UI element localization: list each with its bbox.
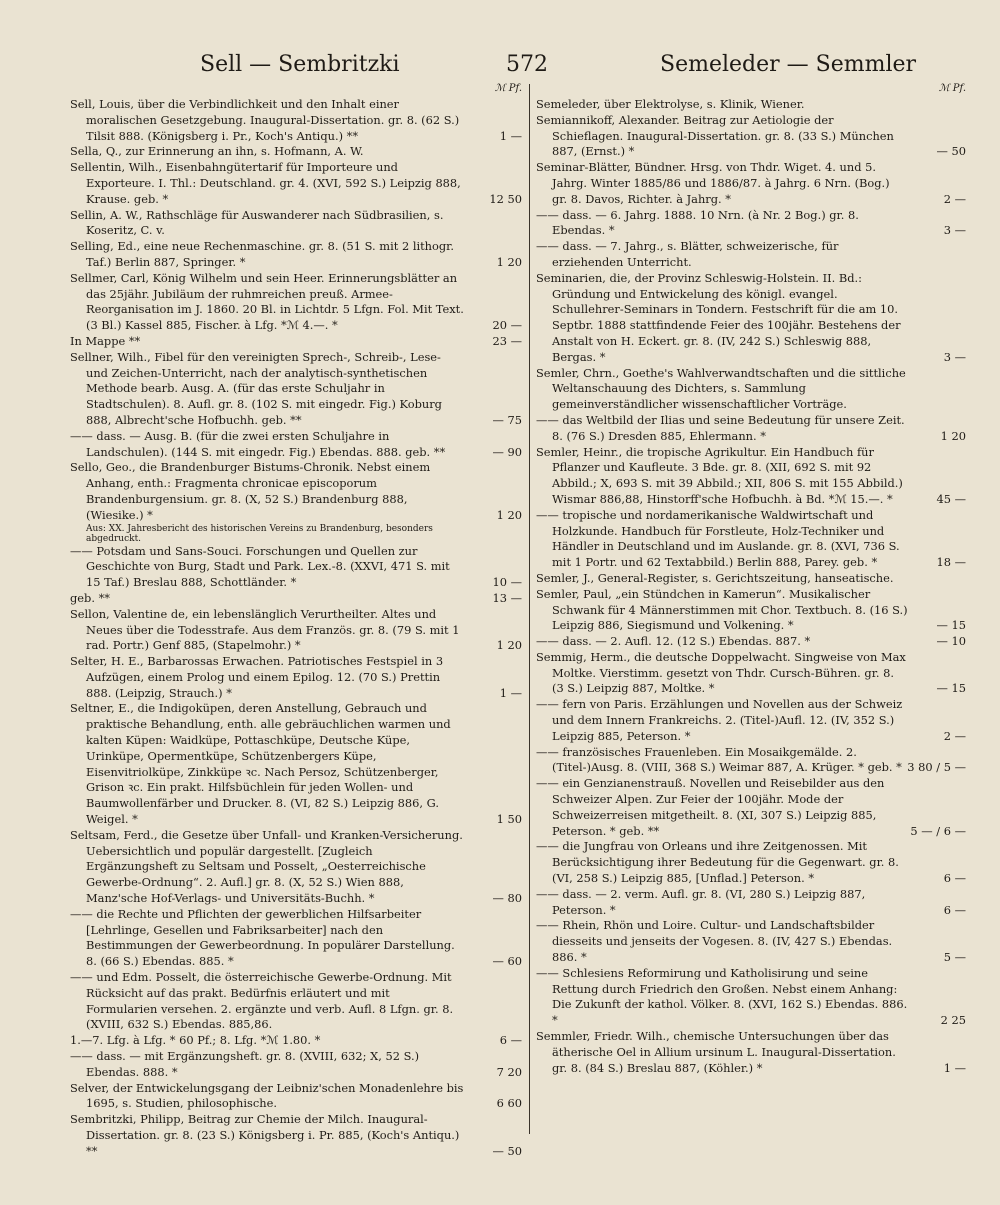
catalog-entry (536, 887, 966, 919)
catalog-entry (70, 970, 522, 1033)
catalog-entry (70, 97, 522, 144)
catalog-entry (70, 208, 522, 240)
catalog-entry (70, 701, 522, 827)
entry-price: 45 — (936, 491, 966, 506)
entry-text: Semler, Paul, „ein Stündchen in Kamerun“. Musikalischer Schwank für 4 Männerstimmen mit Chor. Textbuch. 8. (16 S.) Leipzig 886, Siegismund und Volkening. * (536, 586, 908, 633)
entry-text: —— dass. — Ausg. B. (für die zwei ersten Schuljahre in Landschulen). (144 S. mit eingedr. Fig.) Ebendas. 888. geb. ** (70, 428, 446, 459)
catalog-entry (536, 1029, 966, 1076)
entry-price: 20 — (492, 318, 522, 333)
entry-price: 2 25 (940, 1013, 966, 1028)
catalog-entry (70, 607, 522, 654)
catalog-entry (70, 144, 522, 160)
entry-price: — 15 (936, 618, 966, 633)
entry-text: —— die Rechte und Pflichten der gewerblichen Hilfsarbeiter [Lehrlinge, Gesellen und Fabriksarbeiter] nach den Bestimmungen der Gewerbeordnung. In populärer Darstellung. 8. (66 S.) Ebendas. 885. * (70, 906, 455, 969)
entry-price: 2 — (943, 728, 966, 743)
entry-price: 5 — (943, 950, 966, 965)
catalog-entry (70, 239, 522, 271)
entry-text: Sellner, Wilh., Fibel für den vereinigten Sprech-, Schreib-, Lese- und Zeichen-Unterricht, nach der analytisch-synthetischen Methode bearb. Ausg. A. (für das erste Schuljahr in Stadtschulen). 8. Aufl. gr. 8. (102 S. mit eingedr. Fig.) Koburg 888, Albrecht'sche Hofbuchh. geb. ** (70, 349, 442, 427)
catalog-entry (70, 429, 522, 461)
entry-text: Seltner, E., die Indigoküpen, deren Anstellung, Gebrauch und praktische Behandlung, enth. alle gebräuchlichen warmen und kalten Küpen: Waidküpe, Pottaschküpe, Deutsche Küpe, Urinküpe, Opermentküpe, Schützenbergers Küpe, Eisenvitriolküpe, Zinkküpe ꝛc. Nach Persoz, Schützenberger, Grison ꝛc. Ein prakt. Hilfsbüchlein für jeden Wollen- und Baumwollenfärber und Drucker. 8. (VI, 82 S.) Leipzig 886, G. Weigel. * (70, 701, 451, 827)
entry-price: 3 — (943, 349, 966, 364)
entry-text: Sembritzki, Philipp, Beitrag zur Chemie der Milch. Inaugural-Dissertation. gr. 8. (23 S.) Königsberg i. Pr. 885, (Koch's Antiqu.) ** (70, 1112, 460, 1158)
left-column (70, 83, 522, 1160)
entry-text: —— ein Genzianenstrauß. Novellen und Reisebilder aus den Schweizer Alpen. Zur Feier der 100jähr. Mode der Schweizerreisen mitgetheilt. 8. (XI, 307 S.) Leipzig 885, Peterson. * geb. ** (536, 776, 885, 838)
catalog-entry (536, 208, 966, 240)
entry-text: —— Rhein, Rhön und Loire. Cultur- und Landschaftsbilder diesseits und jenseits der Vogesen. 8. (IV, 427 S.) Ebendas. 886. * (536, 918, 893, 965)
catalog-entry (536, 113, 966, 160)
entry-text: Semmig, Herm., die deutsche Doppelwacht. Singweise von Max Moltke. Vierstimm. gesetzt von Thdr. Cursch-Bühren. gr. 8. (3 S.) Leipzig 887, Moltke. * (536, 649, 906, 696)
entry-text: Sellentin, Wilh., Eisenbahngütertarif für Importeure und Exporteure. I. Thl.: Deutschland. gr. 4. (XVI, 592 S.) Leipzig 888, Krause. geb. * (70, 160, 461, 206)
entry-price: 10 — (492, 575, 522, 590)
entry-text: —— dass. — 7. Jahrg., s. Blätter, schweizerische, für erziehenden Unterricht. (536, 239, 839, 269)
running-head-left: Sell — Sembritzki (200, 52, 400, 77)
catalog-entry (536, 160, 966, 207)
entry-price: 13 — (492, 590, 522, 605)
entry-text: —— dass. — mit Ergänzungsheft. gr. 8. (XVIII, 632; X, 52 S.) Ebendas. 888. * (70, 1049, 420, 1079)
entry-price: 6 — (499, 1033, 522, 1048)
catalog-entry (536, 918, 966, 965)
catalog-entry (536, 97, 966, 113)
catalog-entry (70, 654, 522, 701)
entry-price: 6 — (943, 871, 966, 886)
column-divider (529, 84, 530, 1134)
entry-text: —— dass. — 6. Jahrg. 1888. 10 Nrn. (à Nr. 2 Bog.) gr. 8. Ebendas. * (536, 207, 859, 238)
entry-text: —— die Jungfrau von Orleans und ihre Zeitgenossen. Mit Berücksichtigung ihrer Bedeutung für die Gegenwart. gr. 8. (VI, 258 S.) Leipzig 885, [Unflad.] Peterson. * (536, 839, 899, 886)
catalog-entry (536, 445, 966, 508)
catalog-entry (536, 508, 966, 571)
catalog-entry (536, 587, 966, 634)
entry-text: —— französisches Frauenleben. Ein Mosaikgemälde. 2. (Titel-)Ausg. 8. (VIII, 368 S.) Weimar 887, A. Krüger. * geb. * (536, 744, 902, 775)
entry-text: Semiannikoff, Alexander. Beitrag zur Aetiologie der Schieflagen. Inaugural-Dissertation. gr. 8. (33 S.) München 887, (Ernst.) * (536, 112, 894, 159)
entry-text: Semler, Heinr., die tropische Agrikultur. Ein Handbuch für Pflanzer und Kaufleute. 3 Bde. gr. 8. (XII, 692 S. mit 92 Abbild.; X, 693 S. mit 39 Abbild.; XII, 806 S. mit 155 Abbild.) Wismar 886,88, Hinstorff'sche Hofbuchh. à Bd. *ℳ 15.—. * (536, 444, 903, 506)
entry-text: Selter, H. E., Barbarossas Erwachen. Patriotisches Festspiel in 3 Aufzügen, einem Prolog und einem Epilog. 12. (70 S.) Prettin 888. (Leipzig, Strauch.) * (70, 654, 444, 700)
entry-price: 1 50 (496, 812, 522, 827)
entry-text: Semmler, Friedr. Wilh., chemische Untersuchungen über das ätherische Oel in Allium ursinum L. Inaugural-Dissertation. gr. 8. (84 S.) Breslau 887, (Köhler.) * (536, 1029, 896, 1075)
entry-price: — 60 (492, 954, 522, 969)
entry-price: 1 — (499, 685, 522, 700)
entry-text: Selling, Ed., eine neue Rechenmaschine. gr. 8. (51 S. mit 2 lithogr. Taf.) Berlin 887, Springer. * (70, 239, 454, 269)
entry-text: Sellmer, Carl, König Wilhelm und sein Heer. Erinnerungsblätter an das 25jähr. Jubiläum der ruhmreichen preuß. Armee-Reorganisation im J. 1860. 20 Bl. in Lichtdr. 5 Lfgn. Fol. Mit Text. (3 Bl.) Kassel 885, Fischer. à Lfg. *ℳ 4.—. * (70, 270, 464, 333)
catalog-entry (536, 776, 966, 839)
entry-text: Seltsam, Ferd., die Gesetze über Unfall- und Kranken-Versicherung. Uebersichtlich und populär dargestellt. [Zugleich Ergänzungsheft zu Seltsam und Posselt, „Oesterreichische Gewerbe-Ordnung“. 2. Aufl.] gr. 8. (X, 52 S.) Wien 888, Manz'sche Hof-Verlags- und Universitäts-Buchh. * (70, 827, 463, 906)
entry-price: 1 20 (496, 507, 522, 522)
entry-text: Semler, Chrn., Goethe's Wahlverwandtschaften und die sittliche Weltanschauung des Dichters, s. Sammlung gemeinverständlicher wissenschaftlicher Vorträge. (536, 365, 906, 412)
entry-text: —— tropische und nordamerikanische Waldwirtschaft und Holzkunde. Handbuch für Forstleute, Holz-Techniker und Händler in Deutschland und im Auslande. gr. 8. (XVI, 736 S. mit 1 Portr. und 62 Textabbild.) Berlin 888, Parey. geb. * (536, 507, 900, 570)
catalog-entry (536, 745, 966, 777)
entry-price: 18 — (936, 555, 966, 570)
catalog-entry (536, 271, 966, 366)
entry-text: —— Potsdam und Sans-Souci. Forschungen und Quellen zur Geschichte von Burg, Stadt und Park. Lex.-8. (XXVI, 471 S. mit 15 Taf.) Breslau 888, Schottländer. * (70, 543, 450, 590)
catalog-entry (536, 650, 966, 697)
page-header (0, 44, 1000, 84)
entry-text: Seminarien, die, der Provinz Schleswig-Holstein. II. Bd.: Gründung und Entwickelung des königl. evangel. Schullehrer-Seminars in Tondern. Festschrift für die am 10. Septbr. 1888 stattfindende Feier des 100jähr. Bestehens der Anstalt von H. Eckert. gr. 8. (IV, 242 S.) Schleswig 888, Bergas. * (536, 270, 901, 364)
catalog-entry (70, 1081, 522, 1113)
price-heading-left: ℳ Pf. (494, 83, 522, 94)
entry-price: 1 — (943, 1060, 966, 1075)
entry-text: —— fern von Paris. Erzählungen und Novellen aus der Schweiz und dem Innern Frankreichs. 2. (Titel-)Aufl. 12. (IV, 352 S.) Leipzig 885, Peterson. * (536, 697, 903, 743)
entry-note: Aus: XX. Jahresbericht des historischen Vereins zu Brandenburg, besonders abgedruckt. (86, 523, 433, 544)
entry-text: Semler, J., General-Register, s. Gerichtszeitung, hanseatische. (536, 570, 894, 585)
entry-price: 5 — / 6 — (910, 823, 966, 838)
entry-price: 1 — (499, 128, 522, 143)
catalog-entry (70, 1049, 522, 1081)
running-head-right: Semeleder — Semmler (660, 52, 917, 77)
catalog-entry (536, 413, 966, 445)
catalog-entry (70, 828, 522, 907)
entry-text: geb. ** (70, 590, 110, 605)
catalog-entry (70, 334, 522, 350)
entry-price: 2 — (943, 191, 966, 206)
entry-text: —— das Weltbild der Ilias und seine Bedeutung für unsere Zeit. 8. (76 S.) Dresden 885, Ehlermann. * (536, 412, 905, 443)
catalog-entry (70, 350, 522, 429)
entry-price: 3 — (943, 223, 966, 238)
catalog-entry (536, 966, 966, 1029)
entry-price: 1 20 (940, 428, 966, 443)
catalog-entry (70, 271, 522, 334)
entry-price: 6 — (943, 902, 966, 917)
entry-text: 1.—7. Lfg. à Lfg. * 60 Pf.; 8. Lfg. *ℳ 1.80. * (70, 1033, 321, 1048)
entry-price: — 75 (492, 412, 522, 427)
entry-price: 1 20 (496, 638, 522, 653)
entry-text: —— Schlesiens Reformirung und Katholisirung und seine Rettung durch Friedrich den Großen. Nebst einem Anhang: Die Zukunft der kathol. Völker. 8. (XVI, 162 S.) Ebendas. 886. * (536, 965, 908, 1028)
entry-price: — 80 (492, 891, 522, 906)
catalog-entry (536, 839, 966, 886)
catalog-entry (70, 591, 522, 607)
entry-text: Selver, der Entwickelungsgang der Leibniz'schen Monadenlehre bis 1695, s. Studien, philosophische. (70, 1080, 464, 1111)
catalog-entry (536, 366, 966, 413)
catalog-entry (536, 697, 966, 744)
entry-price: — 15 (936, 681, 966, 696)
entry-price: 1 20 (496, 254, 522, 269)
entry-text: Sella, Q., zur Erinnerung an ihn, s. Hofmann, A. W. (70, 144, 364, 159)
catalog-entry (70, 1112, 522, 1159)
catalog-entry (536, 239, 966, 271)
entry-price: 23 — (492, 333, 522, 348)
entry-text: In Mappe ** (70, 333, 141, 348)
price-heading-right: ℳ Pf. (938, 83, 966, 94)
entry-text: —— und Edm. Posselt, die österreichische Gewerbe-Ordnung. Mit Rücksicht auf das prakt. Bedürfnis erläutert und mit Formularien versehen. 2. ergänzte und verb. Aufl. 8 Lfgn. gr. 8. (XVIII, 632 S.) Ebendas. 885,86. (70, 970, 454, 1032)
catalog-entry (70, 460, 522, 523)
entry-price: 7 20 (496, 1064, 522, 1079)
catalog-entry (536, 571, 966, 587)
entry-price: — 10 (936, 634, 966, 649)
catalog-entry (70, 907, 522, 970)
entry-price: 12 50 (489, 191, 522, 206)
entry-price: 3 80 / 5 — (907, 760, 966, 775)
entry-price: 6 60 (496, 1096, 522, 1111)
catalog-entry (70, 1033, 522, 1049)
entry-text: Sell, Louis, über die Verbindlichkeit und den Inhalt einer moralischen Gesetzgebung. Inaugural-Dissertation. gr. 8. (62 S.) Tilsit 888. (Königsberg i. Pr., Koch's Antiqu.) ** (70, 97, 460, 143)
entry-text: —— dass. — 2. verm. Aufl. gr. 8. (VI, 280 S.) Leipzig 887, Peterson. * (536, 886, 866, 917)
catalog-entry (70, 160, 522, 207)
entry-text: Semeleder, über Elektrolyse, s. Klinik, Wiener. (536, 97, 805, 111)
right-column (536, 83, 966, 1076)
entry-text: Sello, Geo., die Brandenburger Bistums-Chronik. Nebst einem Anhang, enth.: Fragmenta chronicae episcoporum Brandenburgensium. gr. 8. (X, 52 S.) Brandenburg 888, (Wiesike.) * (70, 460, 431, 522)
entry-text: Seminar-Blätter, Bündner. Hrsg. von Thdr. Wiget. 4. und 5. Jahrg. Winter 1885/86 und 1886/87. à Jahrg. 6 Nrn. (Bog.) gr. 8. Davos, Richter. à Jahrg. * (536, 160, 890, 206)
entry-price: — 50 (492, 1143, 522, 1158)
entry-text: Sellin, A. W., Rathschläge für Auswanderer nach Südbrasilien, s. Koseritz, C. v. (70, 207, 444, 238)
catalog-entry (70, 544, 522, 591)
entry-price: — 90 (492, 444, 522, 459)
page-number: 572 (506, 52, 548, 77)
entry-text: —— dass. — 2. Aufl. 12. (12 S.) Ebendas. 887. * (536, 634, 811, 649)
entry-text: Sellon, Valentine de, ein lebenslänglich Verurtheilter. Altes und Neues über die Todesstrafe. Aus dem Französ. gr. 8. (79 S. mit 1 rad. Portr.) Genf 885, (Stapelmohr.) * (70, 606, 460, 653)
entry-price: — 50 (936, 144, 966, 159)
catalog-entry (536, 634, 966, 650)
